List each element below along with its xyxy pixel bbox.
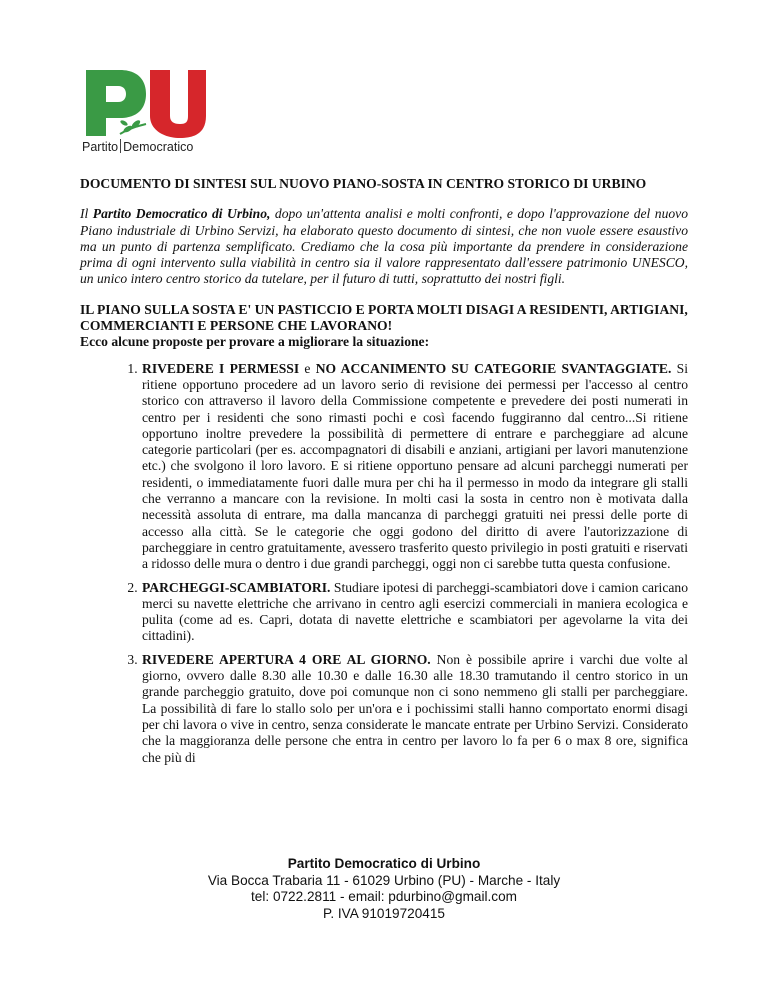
document-title: DOCUMENTO DI SINTESI SUL NUOVO PIANO-SOSTA IN CENTRO STORICO DI URBINO xyxy=(80,176,647,191)
proposals-list xyxy=(80,361,688,766)
proposal-lead-b: NO ACCANIMENTO SU CATEGORIE SVANTAGGIATE. xyxy=(315,360,672,376)
footer-contact: tel: 0722.2811 - email: pdurbino@gmail.com xyxy=(251,889,517,905)
party-logo xyxy=(80,66,210,158)
proposal-item xyxy=(141,580,688,645)
proposal-text: Si ritiene opportuno procedere ad un lavoro serio di revisione dei permessi per l'accesso al centro storico con attraverso il lavoro della Commissione competente e prevedere dei posti numerati in centro per i residenti che sono rimasti pochi e così facendo fuggiranno dal centro...Si ritiene opportuno inoltre prevedere la possibilità di permettere di entrare e parcheggiare ad alcune categorie particolari (per es. accompagnatori di disabili e anziani, artigiani per lavori manutenzione etc.) che svolgono il loro lavoro. E si ritiene opportuno pensare ad alcuni parcheggi numerati per residenti, o immediatamente fuori dalle mura per chi ha il permesso in modo da integrare gli stalli che verranno a mancare con la revisione. In molti casi la sosta in centro non è motivata dalla necessità assoluta di entrare, ma dalla mancanza di parcheggi gratuiti nei pressi delle porte di accesso alla città. Se le categorie che oggi godono del diritto di avere l'autorizzazione di parcheggiare in centro gratuitamente, avessero trasferito questo privilegio in posti gratuiti e riservati a ridosso delle mura o dentro i due grandi parcheggi, oggi non ci sarebbe tutta questa confusione. xyxy=(142,360,688,572)
logo-wordmark xyxy=(82,139,193,154)
page-footer xyxy=(0,856,768,922)
footer-vat: P. IVA 91019720415 xyxy=(323,905,445,921)
proposal-text: Studiare ipotesi di parcheggi-scambiatori dove i camion caricano merci su navette elettriche che arrivano in centro agli esercizi commerciali in maniera ecologica e pulita (come ad es. Capri, dotata di navette elettriche e scambiatori per agevolarne la vita dei cittadini). xyxy=(142,579,688,644)
section-subheading: Ecco alcune proposte per provare a migliorare la situazione: xyxy=(80,334,430,350)
logo-label-partito: Partito xyxy=(82,140,119,154)
proposal-text: Non è possibile aprire i varchi due volte al giorno, ovvero dalle 8.30 alle 10.30 e dalle 16.30 alle 18.30 tramutando il centro storico in un grande parcheggio gratuito, dove poi comunque non ci sono nemmeno gli stalli per parcheggiare. La possibilità di fare lo stallo solo per un'ora e i pochissimi stalli hanno comportato enormi disagi per chi lavora o vive in centro, senza considerate le mancate entrate per Urbino Servizi. Considerato che la maggioranza delle persone che entra in centro per lavoro lo fa per 6 o max 8 ore, significa che più di xyxy=(142,651,688,765)
pd-logo-mark xyxy=(80,66,210,138)
proposal-item xyxy=(141,652,688,766)
intro-text: dopo un'attenta analisi e molti confronti, e dopo l'approvazione del nuovo Piano industriale di Urbino Servizi, ha elaborato questo documento di sintesi, che non vuole essere esaustivo ma un punto di partenza semplificato. Crediamo che la cosa più importante da prendere in considerazione prima di ogni intervento sulla viabilità in centro sia il valore rappresentato dall'essere patrimonio UNESCO, un unico intero centro storico da tutelare, per il futuro di tutti, soprattutto dei nostri figli. xyxy=(80,206,689,287)
document-body xyxy=(80,176,688,773)
proposal-joiner: e xyxy=(299,360,316,376)
proposal-lead: PARCHEGGI-SCAMBIATORI. xyxy=(142,579,331,595)
footer-org: Partito Democratico di Urbino xyxy=(287,856,481,871)
proposal-lead: RIVEDERE APERTURA 4 ORE AL GIORNO. xyxy=(142,651,431,667)
intro-paragraph xyxy=(80,206,688,287)
logo-divider xyxy=(120,139,121,153)
proposal-item xyxy=(141,361,688,573)
logo-label-democratico: Democratico xyxy=(123,140,194,154)
proposal-lead: RIVEDERE I PERMESSI xyxy=(142,360,300,376)
footer-address: Via Bocca Trabaria 11 - 61029 Urbino (PU) - Marche - Italy xyxy=(207,872,561,888)
section-heading: IL PIANO SULLA SOSTA E' UN PASTICCIO E PORTA MOLTI DISAGI A RESIDENTI, ARTIGIANI, COMMERCIANTI E PERSONE CHE LAVORANO! xyxy=(80,301,688,334)
intro-org-name: Partito Democratico di Urbino, xyxy=(92,206,271,222)
intro-prefix: Il xyxy=(80,206,93,222)
